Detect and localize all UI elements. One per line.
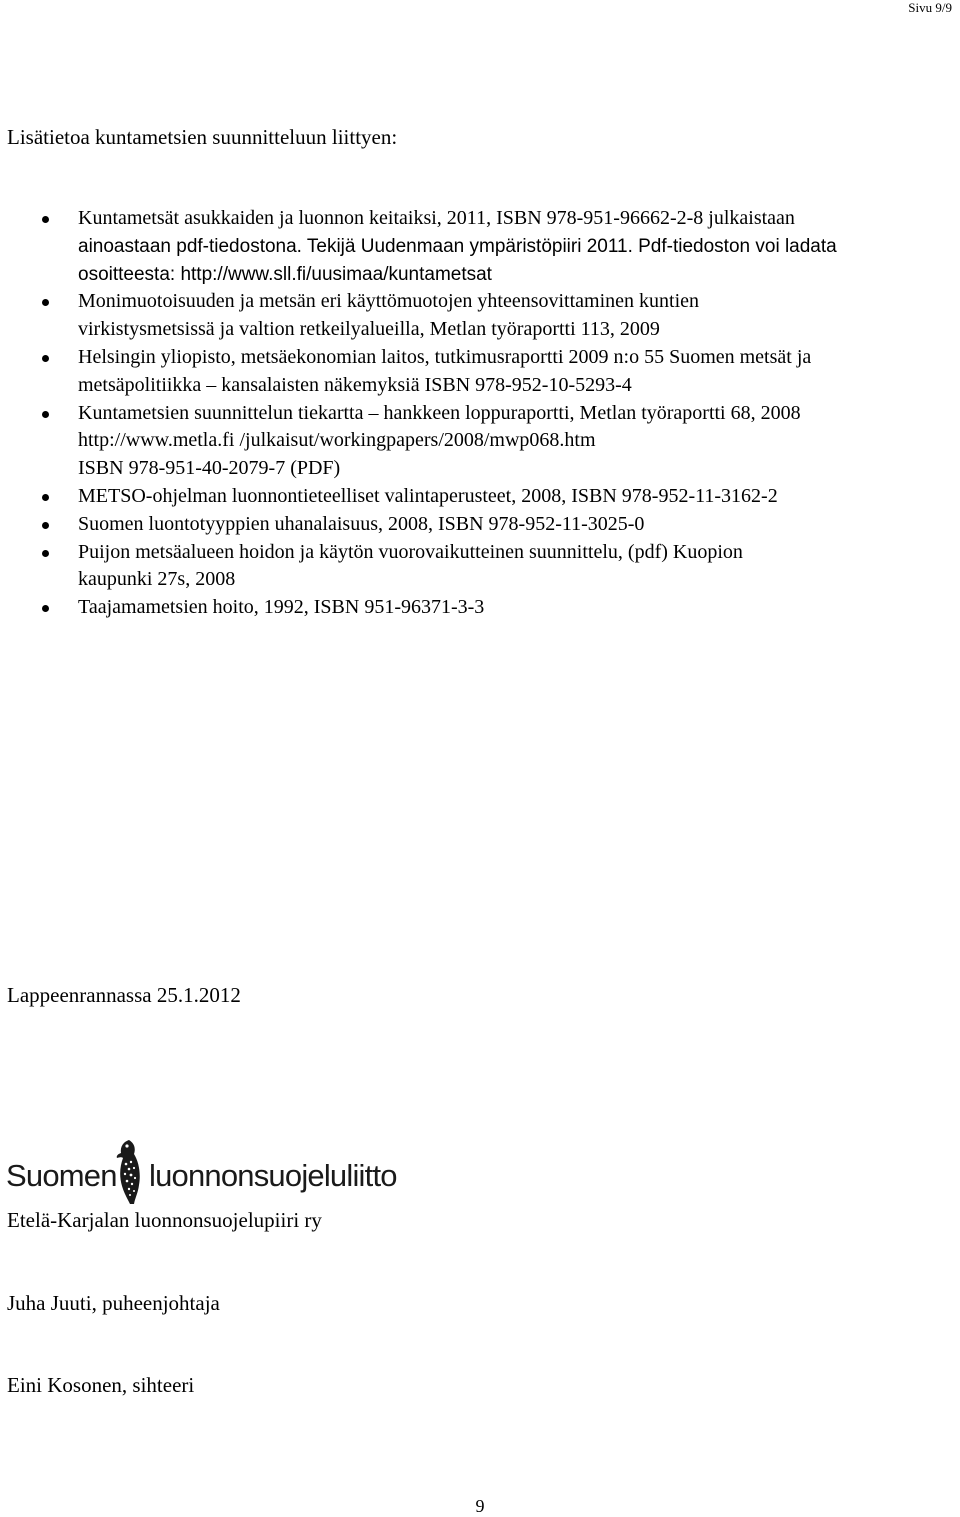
reference-line: ISBN 978-951-40-2079-7 (PDF) — [78, 457, 341, 480]
page-label: Sivu 9/9 — [908, 0, 952, 15]
reference-link[interactable]: http://www.metla.fi /julkaisut/workingpapers/2008/mwp068.htm — [78, 429, 596, 452]
reference-list — [78, 205, 957, 622]
list-item — [78, 594, 957, 622]
list-item — [78, 344, 957, 400]
reference-line: Suomen luontotyyppien uhanalaisuus, 2008, ISBN 978-952-11-3025-0 — [78, 512, 645, 535]
reference-line: kaupunki 27s, 2008 — [78, 568, 236, 591]
list-item — [78, 205, 957, 288]
reference-line: Puijon metsäalueen hoidon ja käytön vuorovaikutteinen suunnittelu, (pdf) Kuopion — [78, 540, 743, 563]
list-item — [78, 288, 957, 344]
reference-line: Taajamametsien hoito, 1992, ISBN 951-96371-3-3 — [78, 596, 485, 619]
signatory: Eini Kosonen, sihteeri — [7, 1373, 195, 1397]
reference-line: METSO-ohjelman luonnontieteelliset valintaperusteet, 2008, ISBN 978-952-11-3162-2 — [78, 484, 778, 507]
reference-line: ainoastaan pdf-tiedostona. Tekijä Uudenmaan ympäristöpiiri 2011. Pdf-tiedoston voi ladata — [78, 235, 837, 257]
logo-word-2: luonnonsuojeluliitto — [149, 1158, 397, 1193]
organization-logo — [6, 1138, 397, 1208]
reference-line: Helsingin yliopisto, metsäekonomian laitos, tutkimusraportti 2009 n:o 55 Suomen metsät ja — [78, 345, 812, 368]
logo-word-1: Suomen — [6, 1158, 117, 1193]
reference-line: metsäpolitiikka – kansalaisten näkemyksiä ISBN 978-952-10-5293-4 — [78, 373, 632, 396]
signatory: Juha Juuti, puheenjohtaja — [7, 1291, 220, 1315]
list-item — [78, 483, 957, 511]
reference-line: Monimuotoisuuden ja metsän eri käyttömuotojen yhteensovittaminen kuntien — [78, 290, 700, 313]
bird-logo-icon — [110, 1138, 148, 1208]
reference-line: osoitteesta: http://www.sll.fi/uusimaa/kuntametsat — [78, 263, 492, 285]
organization-name: Etelä-Karjalan luonnonsuojelupiiri ry — [7, 1208, 322, 1232]
section-heading: Lisätietoa kuntametsien suunnitteluun liittyen: — [7, 125, 398, 149]
reference-line: Kuntametsät asukkaiden ja luonnon keitaiksi, 2011, ISBN 978-951-96662-2-8 julkaistaan — [78, 207, 795, 229]
page-number: 9 — [475, 1496, 485, 1516]
reference-line: virkistysmetsissä ja valtion retkeilyalueilla, Metlan työraportti 113, 2009 — [78, 318, 660, 341]
place-date: Lappeenrannassa 25.1.2012 — [7, 983, 241, 1007]
list-item — [78, 400, 957, 483]
list-item — [78, 511, 957, 539]
list-item — [78, 539, 957, 595]
reference-line: Kuntametsien suunnittelun tiekartta – hankkeen loppuraportti, Metlan työraportti 68, 2008 — [78, 401, 801, 424]
